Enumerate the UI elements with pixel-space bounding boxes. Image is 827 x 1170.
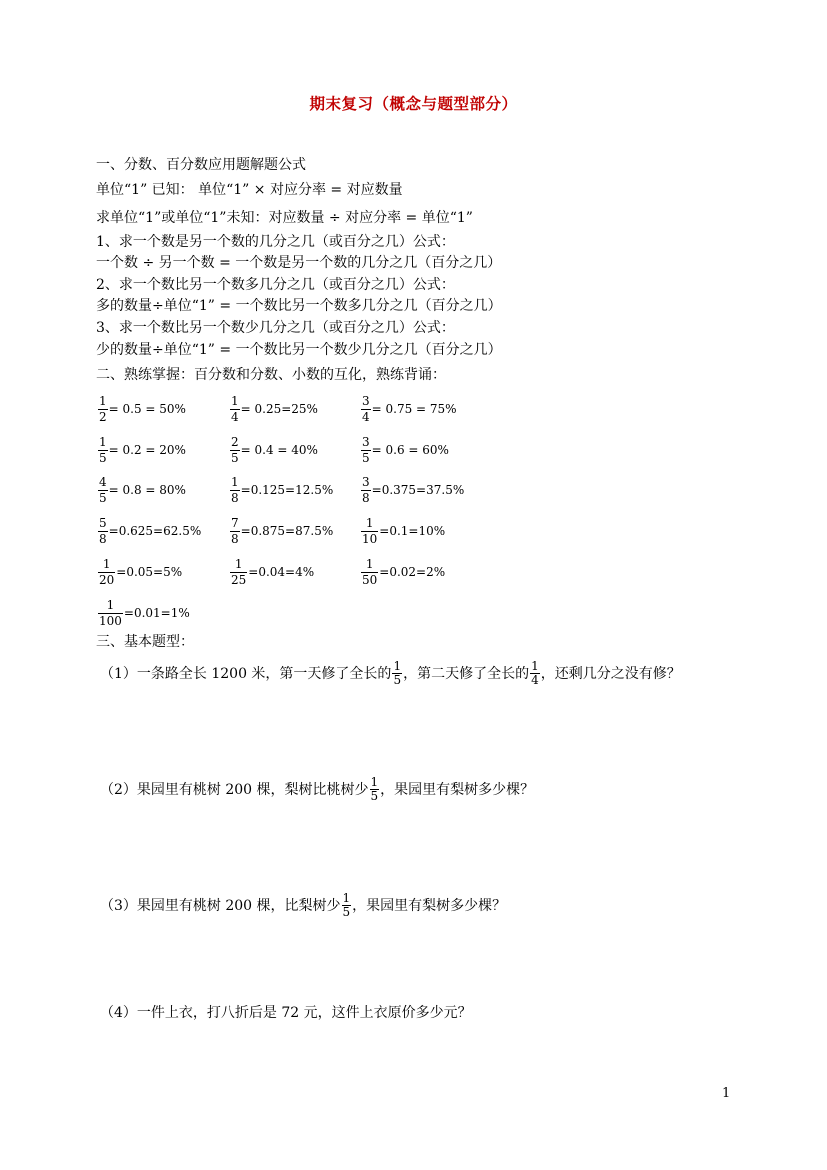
question-4: （4）一件上衣，打八折后是 72 元，这件上衣原价多少元？ bbox=[100, 1005, 472, 1021]
formula-line: 2、求一个数比另一个数多几分之几（或百分之几）公式： bbox=[96, 277, 455, 293]
conversion-item: $\frac{1}{20}$ =0.05=5% bbox=[99, 556, 183, 587]
conversion-item: $\frac{1}{5}$ = 0.2 = 20% bbox=[99, 434, 186, 465]
conversion-item: $\frac{3}{8}$ =0.375=37.5% bbox=[362, 474, 465, 505]
formula-line: 少的数量÷单位“1” = 一个数比另一个数少几分之几（百分之几） bbox=[96, 342, 502, 358]
formula-line: 单位“1” 已知： 单位“1” × 对应分率 = 对应数量 bbox=[96, 182, 403, 198]
page-number: 1 bbox=[722, 1086, 731, 1101]
formula-line: 求单位“1”或单位“1”未知：对应数量 ÷ 对应分率 = 单位“1” bbox=[96, 210, 473, 226]
conversion-item: $\frac{1}{4}$ = 0.25=25% bbox=[231, 393, 318, 424]
conversion-item: $\frac{3}{4}$ = 0.75 = 75% bbox=[362, 393, 457, 424]
section2-heading: 二、熟练掌握：百分数和分数、小数的互化，熟练背诵： bbox=[96, 367, 446, 383]
conversion-item: $\frac{3}{5}$ = 0.6 = 60% bbox=[362, 434, 449, 465]
conversion-item: $\frac{1}{50}$ =0.02=2% bbox=[362, 556, 446, 587]
question-3: （3）果园里有桃树 200 棵，比梨树少 $\frac{1}{5}$ ，果园里有梨树多少棵？ bbox=[100, 891, 507, 919]
conversion-item: $\frac{7}{8}$ =0.875=87.5% bbox=[231, 515, 334, 546]
formula-line: 多的数量÷单位“1” = 一个数比另一个数多几分之几（百分之几） bbox=[96, 298, 502, 314]
section3-heading: 三、基本题型： bbox=[96, 634, 194, 650]
page-title: 期末复习（概念与题型部分） bbox=[309, 94, 518, 113]
conversion-item: $\frac{5}{8}$ =0.625=62.5% bbox=[99, 515, 202, 546]
conversion-item: $\frac{1}{8}$ =0.125=12.5% bbox=[231, 474, 334, 505]
formula-line: 一个数 ÷ 另一个数 = 一个数是另一个数的几分之几（百分之几） bbox=[96, 255, 502, 271]
question-1: （1）一条路全长 1200 米，第一天修了全长的 $\frac{1}{5}$ ，第二天修了全长的 $\frac{1}{4}$ ，还剩几分之没有修？ bbox=[100, 659, 681, 687]
conversion-item: $\frac{1}{2}$ = 0.5 = 50% bbox=[99, 393, 186, 424]
formula-line: 1、求一个数是另一个数的几分之几（或百分之几）公式： bbox=[96, 234, 455, 250]
question-2: （2）果园里有桃树 200 棵，梨树比桃树少 $\frac{1}{5}$ ，果园里有梨树多少棵？ bbox=[100, 775, 535, 803]
conversion-item: $\frac{2}{5}$ = 0.4 = 40% bbox=[231, 434, 318, 465]
conversion-item: $\frac{1}{100}$ =0.01=1% bbox=[99, 597, 190, 628]
conversion-item: $\frac{1}{25}$ =0.04=4% bbox=[231, 556, 315, 587]
conversion-item: $\frac{4}{5}$ = 0.8 = 80% bbox=[99, 474, 186, 505]
formula-line: 3、求一个数比另一个数少几分之几（或百分之几）公式： bbox=[96, 320, 455, 336]
conversion-item: $\frac{1}{10}$ =0.1=10% bbox=[362, 515, 446, 546]
section1-heading: 一、分数、百分数应用题解题公式 bbox=[96, 157, 306, 173]
